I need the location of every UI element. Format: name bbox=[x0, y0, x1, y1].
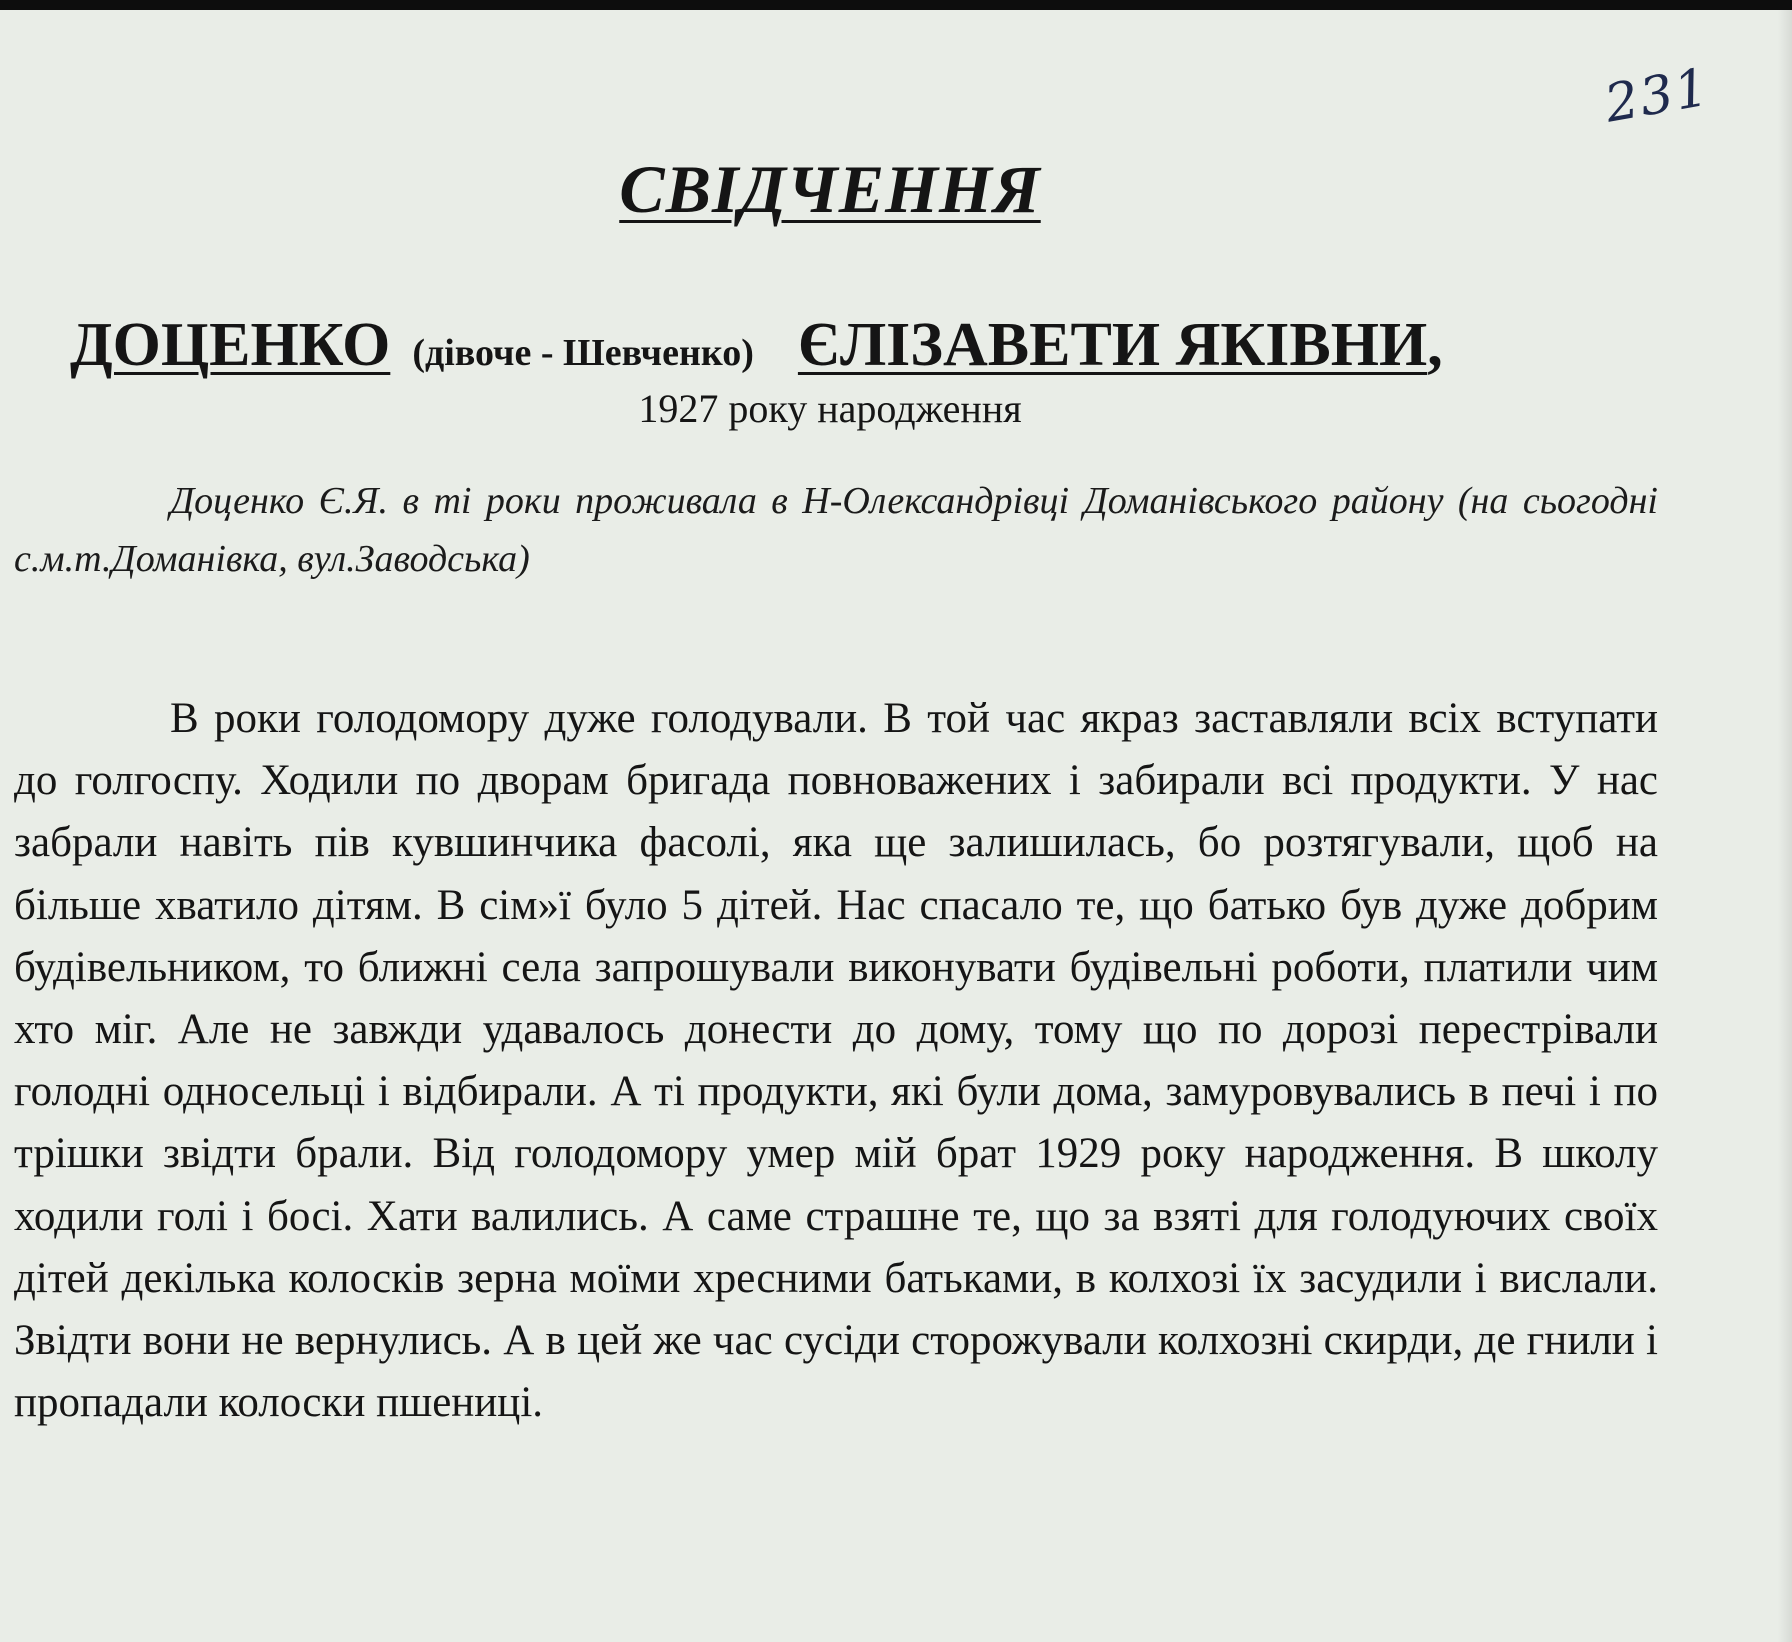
maiden-name-note: дівоче - Шевченко bbox=[424, 332, 742, 374]
subject-given-names: ЄЛІЗАВЕТИ ЯКІВНИ bbox=[797, 311, 1428, 379]
testimony-paragraph: В роки голодомору дуже голодували. В той час якраз заставляли всіх вступати до голгоспу. Ходили по дворам бригада повноважених і забирали всі продукти. У нас забрали навіть пів кувшинчика фасолі, яка ще залишилась, бо розтягували, щоб на більше хватило дітям. В сім»ї було 5 дітей. Нас спасало те, що батько був дуже добрим будівельником, то ближні села запрошували виконувати будівельні роботи, платили чим хто міг. Але не завжди удавалось донести до дому, тому що по дорозі перестрівали голодні односельці і відбирали. А ті продукти, які були дома, замуровувались в печі і по трішки звідти брали. Від голодомору умер мій брат 1929 року народження. В школу ходили голі і босі. Хати валились. А саме страшне те, що за взяті для голодуючих своїх дітей декілька колосків зерна моїми хресними батьками, в колхозі їх засудили і вислали. Звідти вони не вернулись. А в цей же час сусіди сторожували колхозні скирди, де гнили і пропадали колоски пшениці. bbox=[14, 695, 1658, 1427]
maiden-open-paren: ( bbox=[412, 332, 425, 374]
name-trailing-comma: , bbox=[1427, 311, 1443, 379]
handwritten-page-number: 231 bbox=[1600, 57, 1715, 135]
page-edge-shadow bbox=[1778, 10, 1792, 1642]
maiden-close-paren: ) bbox=[741, 332, 754, 374]
subject-surname: ДОЦЕНКО bbox=[70, 311, 391, 379]
document-title: СВІДЧЕННЯ bbox=[619, 151, 1041, 227]
scan-top-border bbox=[0, 0, 1792, 10]
residence-note: Доценко Є.Я. в ті роки проживала в Н-Олександрівці Доманівського району (на сьогодні с.м.т.Доманівка, вул.Заводська) bbox=[14, 480, 1658, 580]
subject-name-line bbox=[70, 310, 1443, 381]
document-page bbox=[0, 10, 1792, 1642]
birth-year-line: 1927 року народження bbox=[638, 386, 1022, 431]
